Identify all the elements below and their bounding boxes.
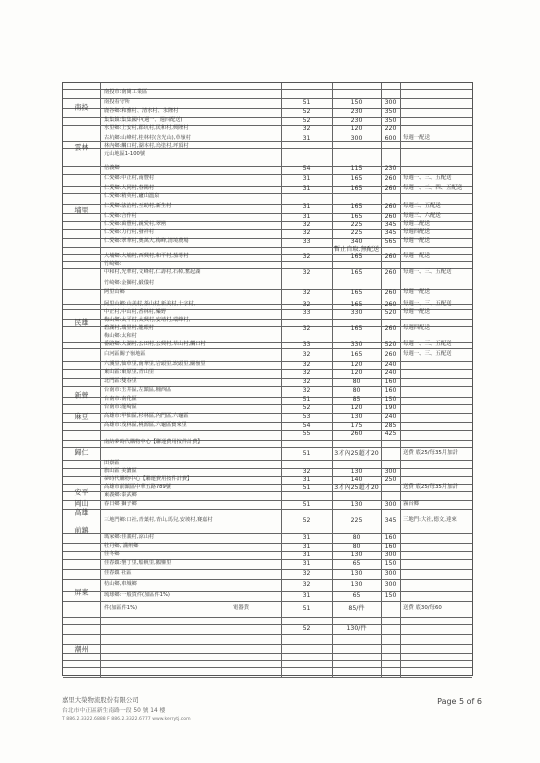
cell-region: 仁愛鄉:合作村 <box>104 213 137 219</box>
cell-region: 信義鄉 <box>104 165 120 171</box>
cell-region: 三地門鄉:口社,青葉村,青山,馬兒,安坡村,賽嘉村 <box>104 517 213 523</box>
cell-b: 暫止自取.無配送 <box>333 246 380 253</box>
row-rule <box>63 653 472 654</box>
cell-note: 送費 底25/每35月加計 <box>403 484 458 490</box>
cell-c: 350 <box>384 117 397 124</box>
cell-b: 80 <box>352 534 361 541</box>
cell-b: 130 <box>350 551 363 558</box>
cell-c: 345 <box>384 517 397 524</box>
row-rule <box>63 624 472 625</box>
area-label: 高雄 <box>74 508 89 517</box>
cell-region: 仁愛鄉:翠華村,奧萬大,梅峰,清境農場 <box>104 238 189 244</box>
cell-region: 件(加區件1%) <box>104 605 138 611</box>
cell-b: 330 <box>350 341 363 348</box>
row-rule <box>63 166 472 167</box>
company-contact: T 886.2.3322.6888 F 886.2.3322.6777 www.kerrytj.com <box>62 717 191 722</box>
cell-c: 150 <box>384 396 397 403</box>
column-rule <box>100 83 101 677</box>
cell-region: 枋山鄉,車城鄉 <box>104 581 137 587</box>
cell-note: 每週一配送 <box>403 289 430 295</box>
cell-region: 佳冬鄉 <box>104 551 120 557</box>
area-label: 前鎮 <box>74 526 89 535</box>
cell-region: 仁愛鄉:法治村,互助村,新生村 <box>104 203 172 209</box>
cell-a: 32 <box>302 253 311 260</box>
row-rule <box>63 261 472 262</box>
cell-a: 52 <box>302 404 311 411</box>
cell-note: 霧台鄉 <box>403 501 420 507</box>
cell-c: 240 <box>384 369 397 376</box>
cell-a: 31 <box>302 543 311 550</box>
row-rule <box>63 617 472 618</box>
cell-region: 阿里山鄉 <box>104 289 125 295</box>
cell-a: 31 <box>302 551 311 558</box>
cell-b: 65 <box>352 592 361 599</box>
cell-b: 130 <box>350 581 363 588</box>
cell-note: 每週一配送 <box>403 309 430 315</box>
cell-b: 120 <box>350 125 363 132</box>
row-rule <box>63 348 472 349</box>
cell-a: 31 <box>302 476 311 483</box>
cell-c: 345 <box>384 221 397 228</box>
row-rule <box>63 660 472 661</box>
cell-region: 東山區:東原里,青山里 <box>104 369 155 375</box>
cell-b: 175 <box>350 422 363 429</box>
cell-a: 51 <box>302 450 311 457</box>
cell-c: 300 <box>384 99 397 106</box>
cell-a: 32 <box>302 229 311 236</box>
cell-note: 每週一、三、五配送 <box>403 341 452 347</box>
cell-note: 每週一配送 <box>403 135 430 141</box>
cell-region: 中和村,光華村,文峰村,仁壽村,石棹,奮起湖 <box>104 269 201 275</box>
cell-region: 北門區:雙春里 <box>104 378 137 384</box>
cell-region: 佳春鎮 社區 <box>104 570 132 576</box>
cell-b: 65 <box>352 560 361 567</box>
cell-region: 琉球鄉:一般貨件(加區件1%) <box>104 592 170 598</box>
row-rule <box>63 634 472 635</box>
cell-a: 54 <box>302 165 311 172</box>
cell-region: 台南市:龍崎區 <box>104 404 137 410</box>
row-rule <box>63 644 472 645</box>
cell-b: 330 <box>350 309 363 316</box>
cell-b: 230 <box>350 108 363 115</box>
cell-b: 80 <box>352 387 361 394</box>
cell-b: 165 <box>350 289 363 296</box>
cell-region: 高雄市:茂林區,桃源區,六龜區寶來里 <box>104 422 187 428</box>
cell-region: 集集鎮:集集國中(週一、週四配送) <box>104 117 183 123</box>
cell-region: 碧湖村,瑞里村,龍眼村 <box>104 325 154 331</box>
cell-a: 31 <box>302 534 311 541</box>
area-label: 民雄 <box>74 318 89 327</box>
cell-c: 240 <box>384 413 397 420</box>
area-label: 雲林 <box>74 143 89 152</box>
cell-b: 130 <box>350 570 363 577</box>
cell-region: 春日鄉 獅子鄉 <box>104 501 137 507</box>
cell-c: 240 <box>384 361 397 368</box>
cell-a: 33 <box>302 238 311 245</box>
cell-b: 230 <box>350 117 363 124</box>
cell-region: 番路鄉:大湖村,公田村,公興村,草山村,觸口村 <box>104 341 206 347</box>
cell-a: 32 <box>302 570 311 577</box>
cell-a: 52 <box>302 517 311 524</box>
cell-a: 31 <box>302 185 311 192</box>
row-rule <box>63 509 472 510</box>
cell-region: 仁愛鄉:萬豐村,親愛村,翠巒 <box>104 221 167 227</box>
cell-c: 300 <box>384 570 397 577</box>
cell-b: 165 <box>350 203 363 210</box>
cell-c: 160 <box>384 534 397 541</box>
cell-a: 32 <box>302 581 311 588</box>
cell-note: 送費 底30/每60 <box>403 605 442 611</box>
cell-a: 54 <box>302 422 311 429</box>
cell-a: 32 <box>302 125 311 132</box>
cell-c: 300 <box>384 468 397 475</box>
cell-a: 55 <box>302 430 311 437</box>
cell-c: 150 <box>384 592 397 599</box>
area-label: 麻豆 <box>74 412 89 421</box>
cell-c: 260 <box>384 185 397 192</box>
cell-b: 140 <box>350 476 363 483</box>
cell-a: 32 <box>302 378 311 385</box>
cell-label: 電器貨 <box>233 605 250 611</box>
cell-b: 165 <box>350 213 363 220</box>
cell-a: 32 <box>302 468 311 475</box>
cell-region: 阿里山鄉:山美村,茶山村,新美村,十字村, <box>104 301 196 307</box>
cell-b: 225 <box>350 229 363 236</box>
cell-note: 每週一、三、五配送 <box>403 175 452 181</box>
column-rule <box>400 83 401 677</box>
cell-b: 340 <box>350 238 363 245</box>
row-rule <box>63 247 472 248</box>
row-rule <box>63 447 472 448</box>
cell-b: 150 <box>350 99 363 106</box>
cell-b: 130 <box>350 501 363 508</box>
cell-region: 鹿谷鄉:和雅村、清水村、永隆村 <box>104 108 179 114</box>
cell-c: 285 <box>384 422 397 429</box>
cell-note: 每週一、三、五配送 <box>403 351 452 357</box>
cell-a: 52 <box>302 117 311 124</box>
area-label: 潮州 <box>74 645 89 654</box>
cell-b: 225 <box>350 221 363 228</box>
company-address: 台北市中正區新生南路一段 50 號 14 樓 <box>62 708 166 714</box>
cell-a: 32 <box>302 221 311 228</box>
cell-region: 台南市:南化區 <box>104 396 137 402</box>
cell-b: 115 <box>350 165 363 172</box>
cell-a: 33 <box>302 341 311 348</box>
cell-c: 300 <box>384 551 397 558</box>
cell-c: 160 <box>384 543 397 550</box>
cell-c: 425 <box>384 430 397 437</box>
area-label: 南投 <box>74 103 89 112</box>
cell-c: 300 <box>384 581 397 588</box>
rate-table <box>62 82 473 676</box>
cell-a: 32 <box>302 325 311 332</box>
cell-region: 仁愛鄉:大同村,春陽村 <box>104 185 155 191</box>
area-label: 歸仁 <box>74 448 89 457</box>
cell-a: 32 <box>302 361 311 368</box>
cell-a: 52 <box>302 108 311 115</box>
cell-c: 160 <box>384 378 397 385</box>
cell-note: 每週四配送 <box>403 325 430 331</box>
cell-region: 中正村,中山村,香林村,樂野 <box>104 309 167 315</box>
cell-region: 佳春鎮:墾丁里,船帆里,鵝鑾里 <box>104 560 172 566</box>
cell-b: 165 <box>350 269 363 276</box>
cell-a: 51 <box>302 484 311 491</box>
cell-b: 130/件 <box>346 625 367 632</box>
cell-region: 仁愛鄉:中正村,南豐村 <box>104 175 155 181</box>
page-number: Page 5 of 6 <box>437 697 482 706</box>
cell-note: 每週四配送 <box>403 229 430 235</box>
cell-note: 每週一、三、五配送 <box>403 269 452 275</box>
company-name: 嘉里大榮物流股份有限公司 <box>62 696 139 704</box>
cell-note: 每週一、二、四、五配送 <box>403 185 463 191</box>
cell-a: 33 <box>302 309 311 316</box>
row-rule <box>63 460 472 461</box>
cell-c: 260 <box>384 325 397 332</box>
row-rule <box>63 551 472 552</box>
cell-a: 51 <box>302 501 311 508</box>
cell-c: 260 <box>384 301 397 308</box>
cell-c: 520 <box>384 309 397 316</box>
cell-b: 300 <box>350 135 363 142</box>
cell-a: 51 <box>302 396 311 403</box>
cell-b: 120 <box>350 404 363 411</box>
cell-region: 元山地區1-100號 <box>104 151 146 157</box>
cell-region: 高雄市:甲仙區,杉林區,內門區,六龜區 <box>104 413 189 419</box>
area-label: 屏東 <box>74 588 89 597</box>
row-rule <box>63 667 472 668</box>
cell-region: 牡丹鄉, 滿州鄉 <box>104 543 139 549</box>
row-rule <box>63 579 472 580</box>
cell-b: 130 <box>350 468 363 475</box>
cell-region: 白河區關子嶺地區 <box>104 351 146 357</box>
cell-region: 瑪家鄉:佳義村,涼山村 <box>104 534 155 540</box>
area-label: 埔里 <box>74 206 89 215</box>
cell-note: 三地門:大社,德文,達來 <box>403 517 457 523</box>
cell-a: 31 <box>302 175 311 182</box>
cell-c: 260 <box>384 269 397 276</box>
cell-b: 165 <box>350 175 363 182</box>
cell-a: 31 <box>302 592 311 599</box>
cell-a: 32 <box>302 351 311 358</box>
cell-b: 85/件 <box>348 605 365 612</box>
cell-c: 190 <box>384 404 397 411</box>
cell-a: 31 <box>302 213 311 220</box>
cell-c: 565 <box>384 238 397 245</box>
cell-a: 31 <box>302 203 311 210</box>
cell-b: 3才內25超才20 <box>334 484 379 491</box>
cell-note: 每週三、六配送 <box>403 213 441 219</box>
cell-region: 南投巿:南崗工業區 <box>104 89 148 95</box>
row-rule <box>63 601 472 602</box>
cell-a: 32 <box>302 301 311 308</box>
area-label: 新營 <box>74 391 89 400</box>
cell-note: 每週二、五配送 <box>403 203 441 209</box>
cell-c: 260 <box>384 213 397 220</box>
cell-a: 51 <box>302 99 311 106</box>
cell-region: 梅山鄉:太和村 <box>104 333 137 339</box>
area-label: 安平 <box>74 488 89 497</box>
cell-region: 仁愛鄉:力行村,發祥村 <box>104 229 155 235</box>
cell-a: 51 <box>302 605 311 612</box>
cell-b: 120 <box>350 369 363 376</box>
cell-c: 250 <box>384 476 397 483</box>
cell-b: 260 <box>350 430 363 437</box>
cell-a: 31 <box>302 560 311 567</box>
cell-region: 竹崎鄉:金獅村,緞儀村 <box>104 280 155 286</box>
cell-c: 350 <box>384 108 397 115</box>
cell-b: 165 <box>350 253 363 260</box>
cell-region: 梅山鄉:太平村,太興村,安靖村,瑞峰村, <box>104 317 191 323</box>
cell-region: 田寮區 <box>104 460 120 466</box>
cell-b: 120 <box>350 361 363 368</box>
cell-c: 230 <box>384 165 397 172</box>
cell-region: 旗山區 美濃區 <box>104 468 137 474</box>
cell-a: 31 <box>302 135 311 142</box>
cell-a: 52 <box>302 625 311 632</box>
cell-c: 220 <box>384 125 397 132</box>
cell-region: 南紡夢時代購物中心【聯運費用按件計費】 <box>104 439 203 445</box>
cell-region: 仁愛鄉:精英村,廬山溫泉 <box>104 193 160 199</box>
cell-region: 竹崎鄉: <box>104 261 122 267</box>
cell-note: 送費 底25/每35月加計 <box>403 450 458 456</box>
row-rule <box>63 677 472 678</box>
cell-c: 600 <box>384 135 397 142</box>
cell-b: 225 <box>350 517 363 524</box>
cell-c: 300 <box>384 501 397 508</box>
cell-a: 32 <box>302 269 311 276</box>
cell-a: 32 <box>302 369 311 376</box>
cell-region: 南投看守所 <box>104 99 130 105</box>
cell-b: 80 <box>352 543 361 550</box>
row-rule <box>63 430 472 431</box>
cell-region: 東義鄉:泰武鄉 <box>104 492 137 498</box>
cell-note: 每週一配送 <box>403 253 430 259</box>
cell-c: 345 <box>384 229 397 236</box>
cell-c: 520 <box>384 341 397 348</box>
cell-b: 80 <box>352 378 361 385</box>
cell-region: 夢時代購物中心【聯運費用按件計費】 <box>104 476 193 482</box>
cell-a: 53 <box>302 413 311 420</box>
cell-note: 每週一、三、五配送 <box>403 301 452 307</box>
cell-c: 150 <box>384 560 397 567</box>
cell-b: 165 <box>350 185 363 192</box>
cell-c: 260 <box>384 203 397 210</box>
area-label: 岡山 <box>74 499 89 508</box>
cell-note: 每週二配送 <box>403 221 430 227</box>
cell-c: 160 <box>384 387 397 394</box>
cell-c: 260 <box>384 351 397 358</box>
cell-region: 高雄市前鎮區中華五路789號 <box>104 484 171 490</box>
cell-c: 260 <box>384 175 397 182</box>
cell-b: 165 <box>350 301 363 308</box>
cell-b: 130 <box>350 413 363 420</box>
cell-region: 六溪里,仙草里,南華里,岩頭里,崁頭里,關嶺里 <box>104 361 206 367</box>
cell-c: 260 <box>384 289 397 296</box>
cell-b: 3才內25超才20 <box>334 450 379 457</box>
cell-region: 林內鄉:觸口村,湖本村,烏塗村,坪頂村 <box>104 143 189 149</box>
cell-region: 大埔鄉:大埔村,西興村,和平村,茄苳村 <box>104 253 189 259</box>
cell-a: 32 <box>302 289 311 296</box>
cell-region: 古坑鄉:山峰村,桂林村(含光山),草嶺村 <box>104 135 191 141</box>
cell-c: 260 <box>384 253 397 260</box>
cell-note: 每週一配送 <box>403 238 430 244</box>
cell-region: 水里鄉:上安村,郡坑村,民和村,興隆村 <box>104 125 189 131</box>
cell-b: 85 <box>352 396 361 403</box>
cell-b: 165 <box>350 351 363 358</box>
cell-region: 台南市:玉井區,左鎮區,楠西區 <box>104 387 172 393</box>
cell-a: 32 <box>302 387 311 394</box>
cell-b: 165 <box>350 325 363 332</box>
